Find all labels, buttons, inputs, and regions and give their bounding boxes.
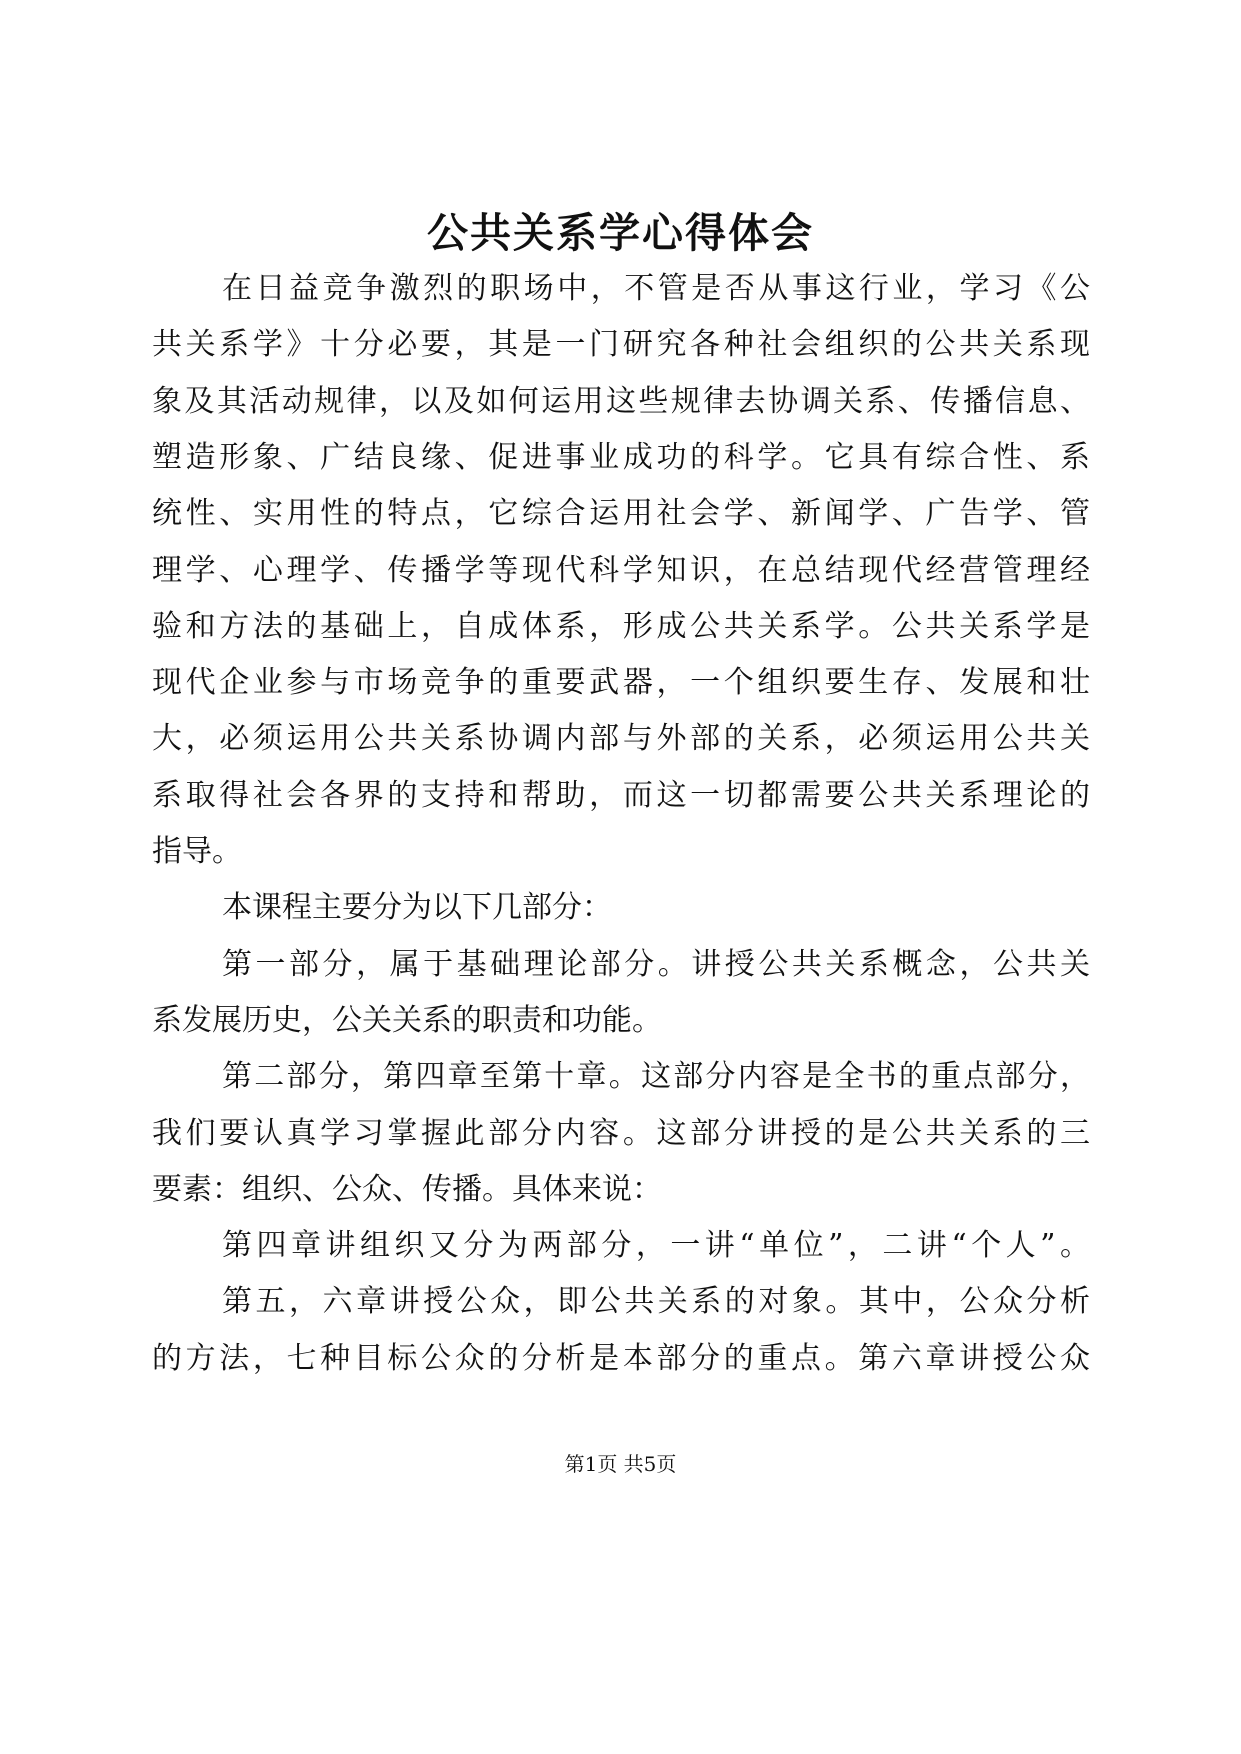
text-line: 象及其活动规律，以及如何运用这些规律去协调关系、传播信息、 <box>152 383 1090 419</box>
text-line: 验和方法的基础上，自成体系，形成公共关系学。公共关系学是 <box>152 608 1090 644</box>
document-title: 公共关系学心得体会 <box>427 209 814 257</box>
text-line: 第四章讲组织又分为两部分，一讲“单位”，二讲“个人”。 <box>222 1228 1090 1264</box>
text-line: 理学、心理学、传播学等现代科学知识，在总结现代经营管理经 <box>152 552 1090 588</box>
text-line: 共关系学》十分必要，其是一门研究各种社会组织的公共关系现 <box>152 327 1090 363</box>
text-line: 第五，六章讲授公众，即公共关系的对象。其中，公众分析 <box>222 1284 1090 1320</box>
text-line: 指导。 <box>152 834 242 869</box>
text-line: 本课程主要分为以下几部分： <box>222 890 612 926</box>
text-line: 统性、实用性的特点，它综合运用社会学、新闻学、广告学、管 <box>152 496 1090 532</box>
text-line: 我们要认真学习掌握此部分内容。这部分讲授的是公共关系的三 <box>152 1115 1090 1151</box>
text-line: 系发展历史，公关关系的职责和功能。 <box>152 1002 662 1038</box>
page-footer: 第1页 共5页 <box>564 1452 677 1476</box>
text-line: 系取得社会各界的支持和帮助，而这一切都需要公共关系理论的 <box>152 777 1090 813</box>
text-line: 在日益竞争激烈的职场中，不管是否从事这行业，学习《公 <box>222 271 1090 306</box>
text-line: 大，必须运用公共关系协调内部与外部的关系，必须运用公共关 <box>152 721 1090 757</box>
text-line: 第二部分，第四章至第十章。这部分内容是全书的重点部分， <box>222 1059 1090 1095</box>
text-line: 塑造形象、广结良缘、促进事业成功的科学。它具有综合性、系 <box>152 439 1090 475</box>
text-line: 现代企业参与市场竞争的重要武器，一个组织要生存、发展和壮 <box>152 665 1090 701</box>
text-line: 要素：组织、公众、传播。具体来说： <box>152 1171 662 1207</box>
text-line: 第一部分，属于基础理论部分。讲授公共关系概念，公共关 <box>222 946 1090 982</box>
text-line: 的方法，七种目标公众的分析是本部分的重点。第六章讲授公众 <box>152 1340 1090 1376</box>
